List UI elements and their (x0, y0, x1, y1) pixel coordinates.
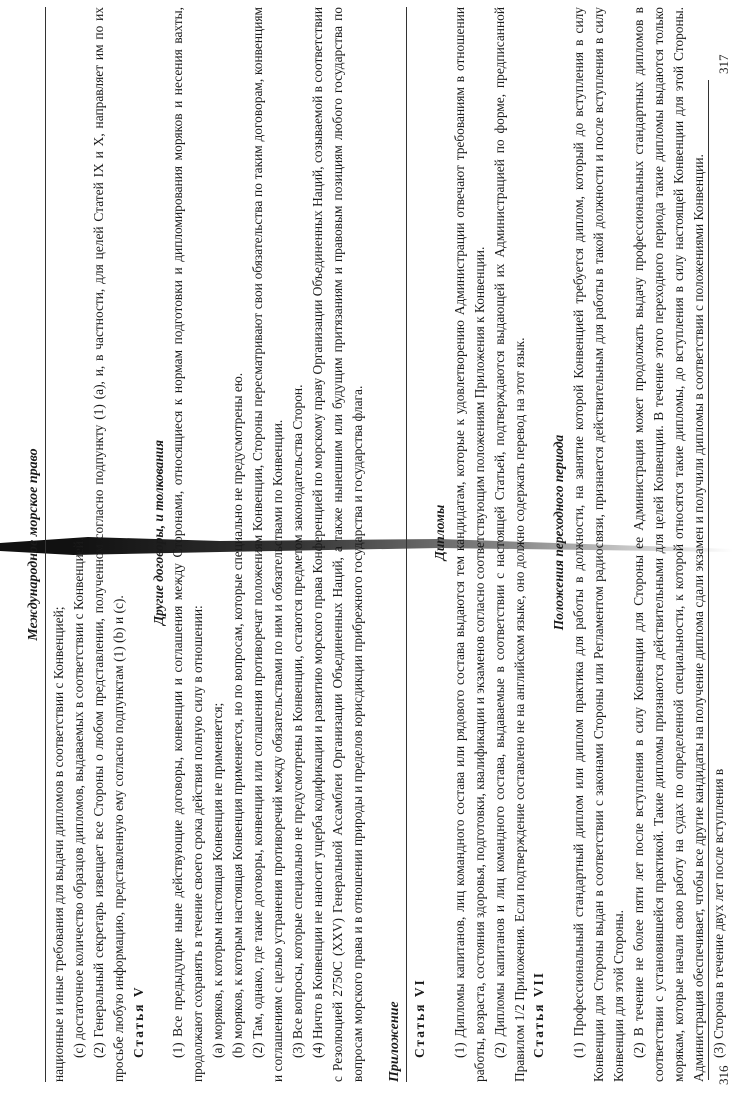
left-footer-rule (708, 560, 709, 1080)
article-5-subtitle: Другие договоры, и толкования (150, 439, 166, 626)
right-running-head: Приложение (385, 7, 407, 1082)
left-paragraph-1: национные и иные требования для выдачи дипломов в соответствии с Конвенцией; (51, 606, 66, 1082)
left-paragraph-2: (c) достаточное количество образцов дипломов, выдаваемых в соответствии с Конвенцией. (70, 537, 86, 1058)
article-6-title: Статья VI (412, 978, 427, 1058)
article-5-paragraph-3: (b) моряков, к которым настоящая Конвенция применяется, но по вопросам, которые специально не предусмотрены ею. (230, 372, 246, 1058)
article-5-paragraph-2: (a) моряков, к которым настоящая Конвенция не применяется; (210, 702, 226, 1058)
article-7-subtitle: Положения переходного периода (551, 434, 567, 631)
article-7-paragraph-1: (1) Профессиональный стандартный диплом или диплом практика для работы в должности, на занятие которой Конвенцией требуется диплом, который до вступления в силу Конвенции для Стороны выдан в соответствии с законами Стороны или Регламентом радиосвязи, признается действительным для работы в такой должности и после вступления в силу Конвенции для этой Стороны. (571, 7, 627, 1082)
article-7-title: Статья VII (531, 971, 547, 1058)
article-5-paragraph-6: (4) Ничто в Конвенции не наносит ущерба кодификации и развитию морского права Конференцией по морскому праву Организации Объединенных Наций, созываемой в соответствии с Резолюцией 2750C (XXV) Генеральной Ассамблеи Организации Объединенных Наций, а также нынешним или будущим притязаниям и правовым позициям любого государства по вопросам морского права и в отношении природы и пределов юрисдикции прибрежного государства и государства флага. (309, 7, 365, 1082)
article-5-paragraph-1: (1) Все предыдущие ныне действующие договоры, конвенции и соглашения между Сторонами, относящиеся к нормам подготовки и дипломирования моряков и несения вахты, продолжают сохранять в течение своего срока действия полную силу в отношении: (170, 7, 206, 1082)
left-page (24, 7, 365, 1082)
article-5-title: Статья V (130, 985, 146, 1058)
article-7-paragraph-2: (2) В течение не более пяти лет после вступления в силу Конвенции для Стороны ее Администрация может продолжать выдачу профессиональных стандартных дипломов в соответствии с установившейся практикой. Такие дипломы признаются действительными для целей Конвенции. В течение этого переходного периода такие дипломы выдаются только морякам, которые начали свою работу на судах по определенной специальности, к которой относятся такие дипломы, до вступления в силу настоящей Конвенции для этой Стороны. Администрация обеспечивает, чтобы все другие кандидаты на получение диплома сдали экзамен и получили дипломы в соответствии с положениями Конвенции. (630, 7, 706, 1082)
article-5-paragraph-5: (3) Все вопросы, которые специально не предусмотрены в Конвенции, остаются предметом законодательства Сторон. (289, 384, 305, 1058)
article-6-subtitle: Дипломы (431, 504, 447, 561)
left-paragraph-3: (2) Генеральный секретарь извещает все Стороны о любом представлении, полученном согласно подпункту (1) (a), и, в частности, для целей Статей IX и X, направляет им по их просьбе любую информацию, представленную ему согласно подпунктам (1) (b) и (c). (90, 7, 126, 1082)
article-5-paragraph-4: (2) Там, однако, где такие договоры, конвенции или соглашения противоречат положениям Конвенции, Стороны пересматривают свои обязательства по таким договорам, конвенциям и соглашениям с целью устранения противоречий между обязательствами по ним и обязательствами по Конвенции. (250, 7, 285, 1082)
left-running-head: Международное морское право (24, 7, 46, 1082)
right-page-number: 317 (716, 54, 731, 74)
article-7-paragraph-3: (3) Сторона в течение двух лет после вступления в (710, 768, 726, 1058)
right-footer-rule (708, 80, 709, 560)
article-6-paragraph-1: (1) Дипломы капитанов, лиц командного состава или рядового состава выдаются тем кандидатам, которые к удовлетворению Администрации отвечают требованиям в отношении работы, возраста, состояния здоровья, подготовки, квалификации и экзаменов согласно соответствующим положениям Приложения к Конвенции. (451, 7, 487, 1082)
left-page-number: 316 (716, 1065, 731, 1085)
article-6-paragraph-2: (2) Дипломы капитанов и лиц командного состава, выдаваемые в соответствии с настоящей Статьей, подтверждаются выдающей их Администрацией по форме, предписанной Правилом 1/2 Приложения. Если подтверждение составлено не на английском языке, оно должно содержать перевод на этот язык. (491, 7, 527, 1082)
